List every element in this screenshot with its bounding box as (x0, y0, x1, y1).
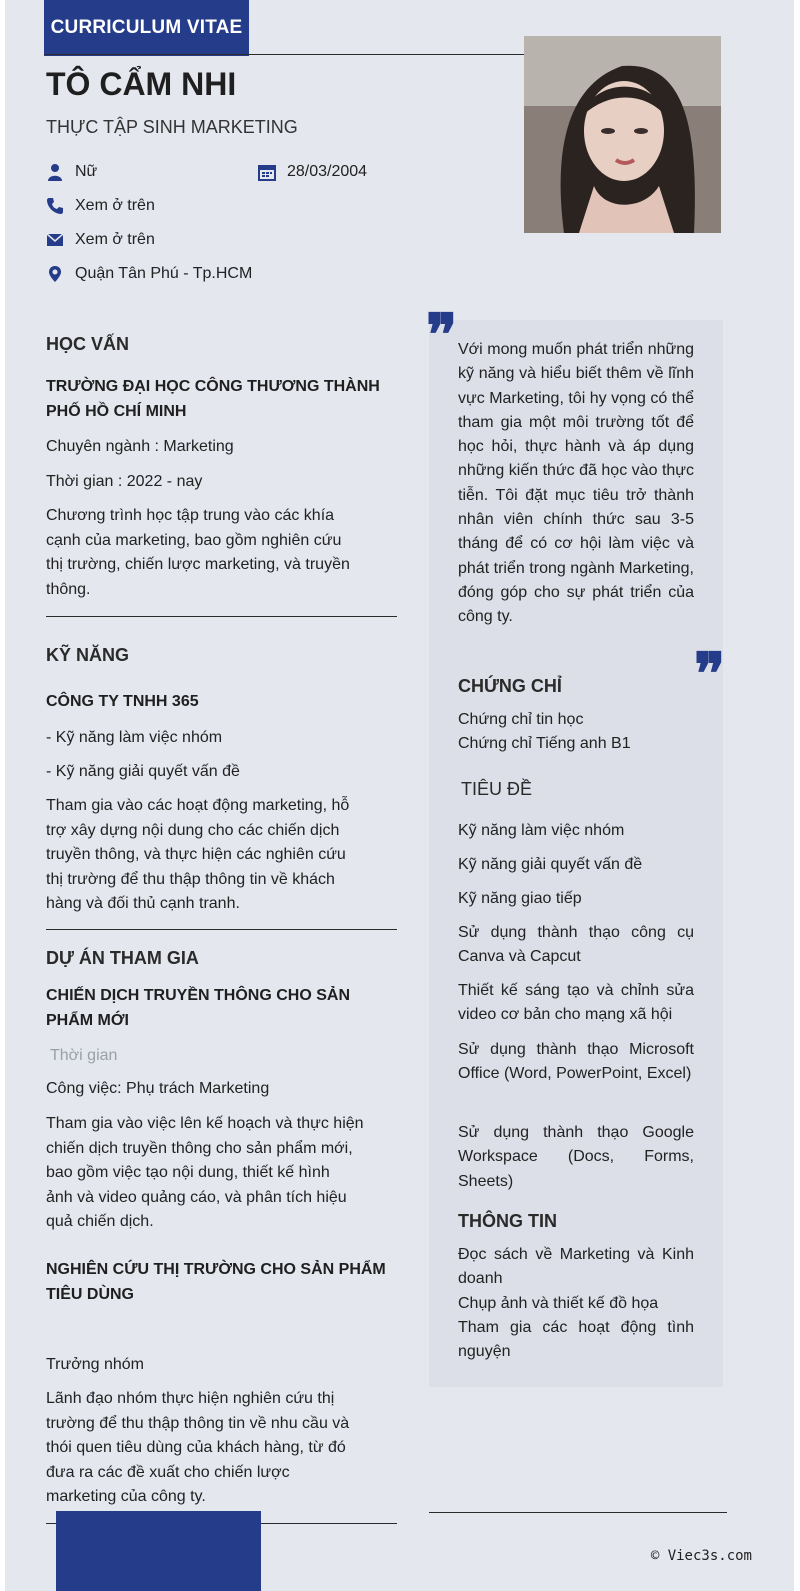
skills-desc-4: thị trường để thu thập thông tin về khách (46, 870, 335, 888)
quote-close-icon: ❞ (694, 640, 726, 708)
person-icon (46, 163, 64, 181)
info-title: THÔNG TIN (458, 1211, 557, 1231)
project-2-desc-1: Lãnh đạo nhóm thực hiện nghiên cứu thị (46, 1390, 335, 1407)
hobby-item: Đọc sách về Marketing và Kinh doanh (458, 1246, 694, 1288)
address-value: Quận Tân Phú - Tp.HCM (75, 265, 253, 282)
project-2-name-line1: NGHIÊN CỨU THỊ TRƯỜNG CHO SẢN PHẨM (46, 1261, 386, 1278)
project-1-name-line1: CHIẾN DỊCH TRUYỀN THÔNG CHO SẢN (46, 987, 351, 1004)
skills-company: CÔNG TY TNHH 365 (46, 693, 199, 710)
gender-value: Nữ (75, 163, 98, 180)
project-1-name-line2: PHẨM MỚI (46, 1012, 129, 1029)
education-desc-4: thông. (46, 580, 91, 598)
gender-row (46, 163, 97, 181)
skills-desc-1: Tham gia vào các hoạt động marketing, hỗ (46, 797, 350, 814)
skill-list-item: Sử dụng thành thạo Google Workspace (Docs, Forms, Sheets) (458, 1124, 694, 1190)
skills-desc-2: trợ xây dựng nội dung cho các chiến dịch (46, 821, 340, 839)
education-title: HỌC VẤN (46, 334, 130, 354)
section-divider (46, 616, 397, 617)
address-row (46, 265, 252, 283)
skills-item-2: - Kỹ năng giải quyết vấn đề (46, 763, 240, 780)
project-1-desc-1: Tham gia vào việc lên kế hoạch và thực hiện (46, 1115, 364, 1132)
cv-banner: CURRICULUM VITAE (44, 0, 249, 56)
phone-value: Xem ở trên (75, 197, 155, 214)
header-divider (44, 54, 524, 55)
email-row (46, 231, 155, 249)
project-1-role: Công việc: Phụ trách Marketing (46, 1080, 270, 1097)
quote-open-icon: ❞ (426, 301, 458, 369)
skill-list-item: Kỹ năng giải quyết vấn đề (458, 856, 643, 873)
certificates-title: CHỨNG CHỈ (458, 676, 562, 696)
skills-list-title: TIÊU ĐỀ (461, 779, 533, 799)
skill-list-item: Sử dụng thành thạo công cụ Canva và Capcut (458, 924, 694, 966)
birthdate-value: 28/03/2004 (287, 163, 368, 180)
education-time: Thời gian : 2022 - nay (46, 473, 203, 490)
hobby-item: Tham gia các hoạt động tình nguyện (458, 1319, 694, 1361)
candidate-name: TÔ CẨM NHI (46, 66, 237, 102)
skills-title: KỸ NĂNG (46, 645, 130, 665)
education-desc-3: thị trường, chiến lược marketing, và truyền (46, 556, 350, 573)
mail-icon (46, 231, 64, 249)
education-desc-1: Chương trình học tập trung vào các khía (46, 507, 335, 524)
location-icon (46, 265, 64, 283)
phone-row (46, 197, 155, 215)
project-2-desc-5: marketing của công ty. (46, 1488, 206, 1505)
footer-watermark: © Viec3s.com (650, 1548, 752, 1564)
birthdate-row (258, 163, 367, 181)
project-1-desc-5: quả chiến dịch. (46, 1213, 154, 1230)
email-value: Xem ở trên (75, 231, 155, 248)
project-2-role: Trưởng nhóm (46, 1356, 144, 1373)
project-1-time: Thời gian (50, 1047, 118, 1064)
project-2-desc-4: đưa ra các đề xuất cho chiến lược (46, 1463, 290, 1481)
skill-list-item: Kỹ năng giao tiếp (458, 890, 582, 907)
calendar-icon (258, 163, 276, 181)
skills-desc-3: truyền thông, và thực hiện các nghiên cứu (46, 846, 346, 863)
certificate-item: Chứng chỉ tin học (458, 711, 584, 728)
phone-icon (46, 197, 64, 215)
portrait-image (524, 36, 721, 233)
projects-title: DỰ ÁN THAM GIA (46, 948, 199, 968)
section-divider (46, 929, 397, 930)
project-1-desc-4: ảnh và video quảng cáo, và phân tích hiệu (46, 1188, 347, 1206)
school-name-line2: PHỐ HỒ CHÍ MINH (46, 403, 187, 420)
hobby-item: Chụp ảnh và thiết kế đồ họa (458, 1295, 659, 1312)
skill-list-item: Thiết kế sáng tạo và chỉnh sửa video cơ bản cho mạng xã hội (458, 982, 694, 1024)
skills-desc-5: hàng và đối thủ cạnh tranh. (46, 895, 240, 912)
skills-item-1: - Kỹ năng làm việc nhóm (46, 729, 223, 746)
project-2-name-line2: TIÊU DÙNG (46, 1286, 134, 1303)
skill-list-item: Kỹ năng làm việc nhóm (458, 822, 625, 839)
skill-list-item: Sử dụng thành thạo Microsoft Office (Word, PowerPoint, Excel) (458, 1041, 694, 1083)
school-name-line1: TRƯỜNG ĐẠI HỌC CÔNG THƯƠNG THÀNH (46, 378, 380, 395)
profile-photo (524, 36, 721, 233)
certificate-item: Chứng chỉ Tiếng anh B1 (458, 735, 631, 752)
project-1-desc-2: chiến dịch truyền thông cho sản phẩm mới, (46, 1139, 353, 1157)
footer-banner (56, 1511, 261, 1591)
project-2-desc-2: trường để thu thập thông tin về nhu cầu và (46, 1414, 350, 1432)
career-objective: Với mong muốn phát triển những kỹ năng và hiểu biết thêm về lĩnh vực Marketing, tôi hy vọng có thể tham gia một môi trường tốt để học hỏi, thực hành và áp dụng những kiến thức đã học vào thực tiễn. Tôi đặt mục tiêu trở thành nhân viên chính thức sau 3-5 tháng để có cơ hội làm việc và phát triển trong ngành Marketing, đóng góp cho sự phát triển của công ty. (458, 341, 694, 626)
project-1-desc-3: bao gồm việc tạo nội dung, thiết kế hình (46, 1164, 330, 1181)
footer-divider-right (429, 1512, 727, 1513)
education-desc-2: cạnh của marketing, bao gồm nghiên cứu (46, 531, 342, 549)
project-2-desc-3: thói quen tiêu dùng của khách hàng, từ đó (46, 1439, 346, 1456)
job-title: THỰC TẬP SINH MARKETING (46, 117, 298, 137)
education-major: Chuyên ngành : Marketing (46, 438, 234, 455)
